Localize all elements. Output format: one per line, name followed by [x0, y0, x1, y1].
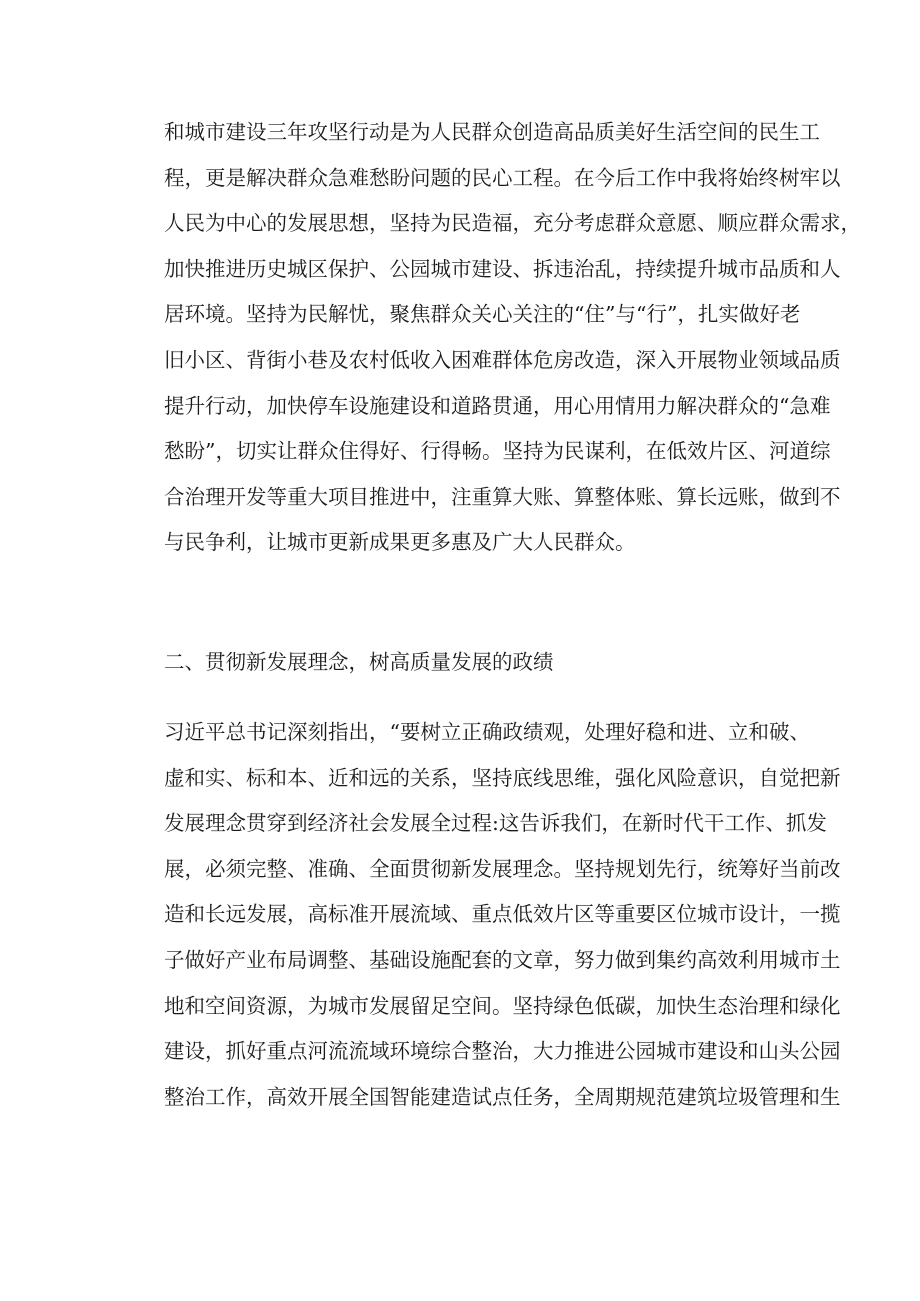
- paragraph-1-line: 程，更是解决群众急难愁盼问题的民心工程。在今后工作中我将始终树牢以: [164, 165, 841, 190]
- paragraph-2-line: 展，必须完整、准确、全面贯彻新发展理念。坚持规划先行，统筹好当前改: [164, 856, 841, 881]
- paragraph-2-line: 地和空间资源，为城市发展留足空间。坚持绿色低碳，加快生态治理和绿化: [164, 993, 841, 1018]
- paragraph-1-line: 加快推进历史城区保护、公园城市建设、拆违治乱，持续提升城市品质和人: [164, 256, 841, 281]
- paragraph-1-line: 提升行动，加快停车设施建设和道路贯通，用心用情用力解决群众的“急难: [164, 393, 831, 418]
- paragraph-2-line: 虚和实、标和本、近和远的关系，坚持底线思维，强化风险意识，自觉把新: [164, 765, 841, 790]
- paragraph-2-line: 整治工作，高效开展全国智能建造试点任务，全周期规范建筑垃圾管理和生: [164, 1084, 841, 1109]
- paragraph-1-line: 人民为中心的发展思想，坚持为民造福，充分考虑群众意愿、顺应群众需求，: [164, 211, 861, 236]
- paragraph-2: [164, 710, 841, 1120]
- paragraph-1-line: 旧小区、背街小巷及农村低收入困难群体危房改造，深入开展物业领域品质: [164, 347, 841, 372]
- paragraph-1-line: 合治理开发等重大项目推进中，注重算大账、算整体账、算长远账，做到不: [164, 484, 841, 509]
- paragraph-2-line: 子做好产业布局调整、基础设施配套的文章，努力做到集约高效利用城市土: [164, 947, 841, 972]
- paragraph-1-line: 居环境。坚持为民解忧，聚焦群众关心关注的“住”与“行”，扎实做好老: [164, 302, 801, 327]
- paragraph-2-line: 建设，抓好重点河流流域环境综合整治，大力推进公园城市建设和山头公园: [164, 1039, 841, 1064]
- paragraph-2-line: 发展理念贯穿到经济社会发展全过程:这告诉我们，在新时代干工作、抓发: [164, 811, 827, 836]
- paragraph-2-line: 习近平总书记深刻指出，“要树立正确政绩观，处理好稳和进、立和破、: [164, 720, 810, 744]
- paragraph-2-line: 造和长远发展，高标准开展流域、重点低效片区等重要区位城市设计，一揽: [164, 902, 841, 927]
- paragraph-1-line: 和城市建设三年攻坚行动是为人民群众创造高品质美好生活空间的民生工: [164, 120, 820, 144]
- paragraph-1-line: 与民争利，让城市更新成果更多惠及广大人民群众。: [164, 530, 636, 555]
- paragraph-1: [164, 110, 861, 566]
- paragraph-1-line: 愁盼”，切实让群众住得好、行得畅。坚持为民谋利，在低效片区、河道综: [164, 439, 831, 464]
- section-heading: 二、贯彻新发展理念，树高质量发展的政绩: [164, 650, 554, 674]
